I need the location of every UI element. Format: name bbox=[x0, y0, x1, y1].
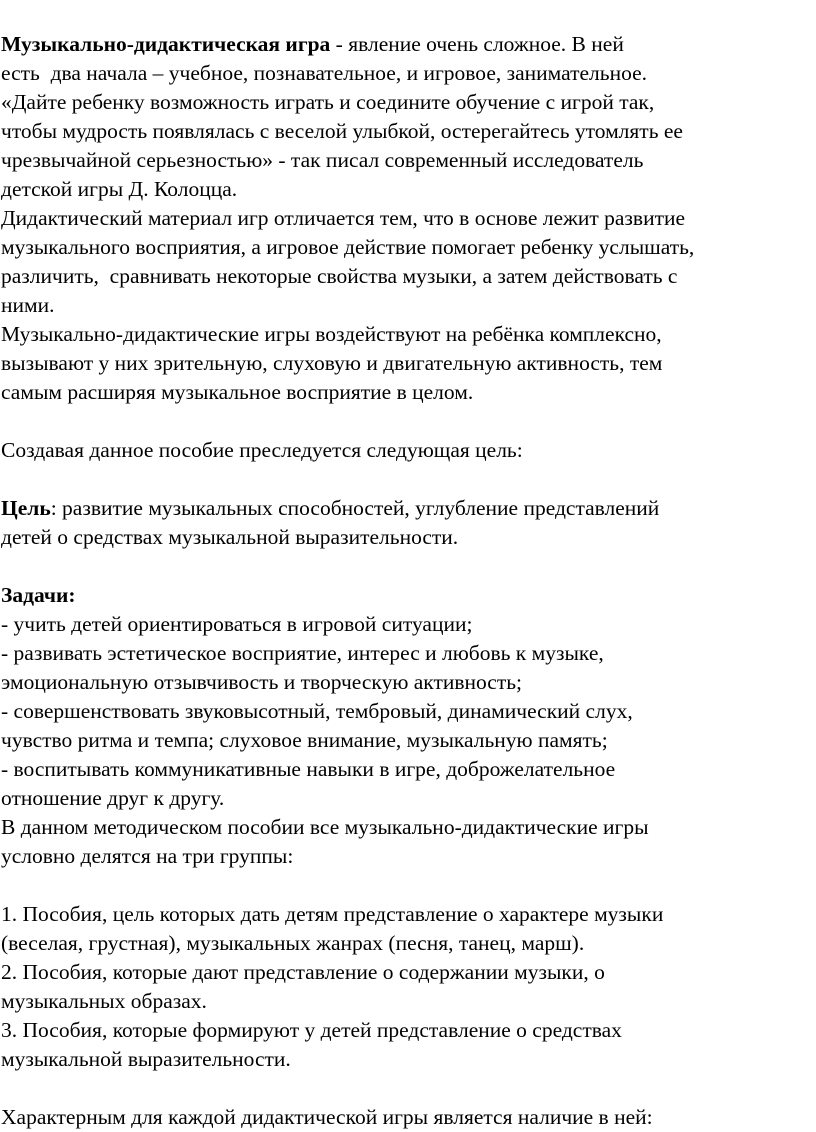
spacer bbox=[0, 871, 816, 900]
intro-line: «Дайте ребенку возможность играть и соедините обучение с игрой так, bbox=[1, 90, 655, 114]
goal-label: Цель bbox=[1, 496, 51, 520]
paragraph3-line: вызывают у них зрительную, слуховую и двигательную активность, тем bbox=[1, 351, 663, 375]
goal-text: : развитие музыкальных способностей, углубление представлений bbox=[50, 496, 660, 520]
group-line: (веселая, грустная), музыкальных жанрах (песня, танец, марш). bbox=[1, 931, 585, 955]
spacer bbox=[0, 1074, 816, 1103]
spacer bbox=[0, 407, 816, 436]
intro-title-line bbox=[0, 30, 816, 59]
spacer bbox=[0, 552, 816, 581]
tasks-heading bbox=[0, 581, 816, 610]
groups-intro-line: условно делятся на три группы: bbox=[1, 844, 294, 868]
paragraph3-line: Музыкально-дидактические игры воздействуют на ребёнка комплексно, bbox=[1, 322, 662, 346]
group-line: музыкальной выразительности. bbox=[1, 1047, 291, 1071]
group-line: 3. Пособия, которые формируют у детей представление о средствах bbox=[1, 1018, 622, 1042]
paragraph2-line: различить, сравнивать некоторые свойства музыки, а затем действовать с bbox=[1, 264, 678, 288]
task-line: - учить детей ориентироваться в игровой ситуации; bbox=[1, 612, 473, 636]
paragraph2-line: ними. bbox=[1, 293, 55, 317]
groups-intro-line: В данном методическом пособии все музыкально-дидактические игры bbox=[1, 815, 649, 839]
intro-line: чтобы мудрость появлялась с веселой улыбкой, остерегайтесь утомлять ее bbox=[1, 119, 683, 143]
paragraph2-line: Дидактический материал игр отличается тем, что в основе лежит развитие bbox=[1, 206, 686, 230]
intro-line: есть два начала – учебное, познавательное, и игровое, занимательное. bbox=[1, 61, 648, 85]
intro-title-rest: - явление очень сложное. В ней bbox=[330, 32, 624, 56]
group-line: музыкальных образах. bbox=[1, 989, 207, 1013]
task-line: - совершенствовать звуковысотный, тембровый, динамический слух, bbox=[1, 699, 633, 723]
task-line: - развивать эстетическое восприятие, интерес и любовь к музыке, bbox=[1, 641, 604, 665]
group-line: 1. Пособия, цель которых дать детям представление о характере музыки bbox=[1, 902, 664, 926]
paragraph2-line: музыкального восприятия, а игровое действие помогает ребенку услышать, bbox=[1, 235, 695, 259]
goal-line: детей о средствах музыкальной выразительности. bbox=[1, 525, 459, 549]
task-line: - воспитывать коммуникативные навыки в игре, доброжелательное bbox=[1, 757, 616, 781]
tasks-heading-text: Задачи: bbox=[1, 583, 76, 607]
task-line: эмоциональную отзывчивость и творческую активность; bbox=[1, 670, 523, 694]
goal-line bbox=[0, 494, 816, 523]
document-page bbox=[0, 30, 816, 1132]
intro-line: чрезвычайной серьезностью» - так писал современный исследователь bbox=[1, 148, 644, 172]
purpose-intro: Создавая данное пособие преследуется следующая цель: bbox=[1, 438, 523, 462]
closing-line: Характерным для каждой дидактической игры является наличие в ней: bbox=[1, 1105, 653, 1129]
paragraph3-line: самым расширяя музыкальное восприятие в целом. bbox=[1, 380, 474, 404]
task-line: отношение друг к другу. bbox=[1, 786, 225, 810]
intro-line: детской игры Д. Колоцца. bbox=[1, 177, 238, 201]
intro-title-bold: Музыкально-дидактическая игра bbox=[1, 32, 331, 56]
spacer bbox=[0, 465, 816, 494]
group-line: 2. Пособия, которые дают представление о содержании музыки, о bbox=[1, 960, 605, 984]
task-line: чувство ритма и темпа; слуховое внимание, музыкальную память; bbox=[1, 728, 608, 752]
